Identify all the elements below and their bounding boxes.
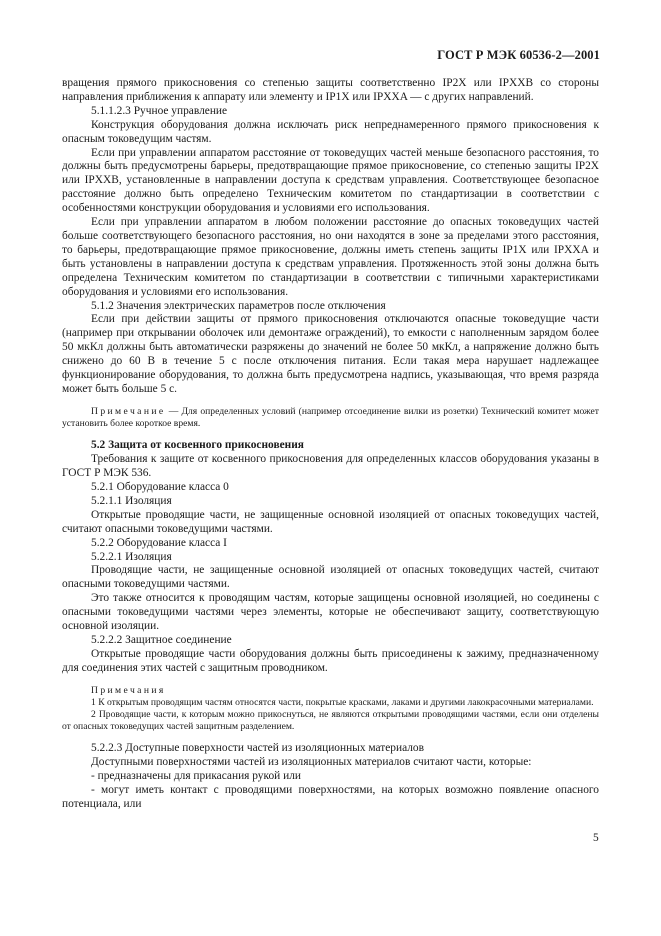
paragraph: Если при управлении аппаратом в любом положении расстояние до опасных токоведущих частей больше соответствующего безопасного расстояния, но они находятся в зоне за пределами этого расстояния, то барьеры, предотвращающие прямое прикосновение, должны иметь степень защиты IP1X или IPXXA и быть установлены в направлении доступа к средствам управления. Протяженность этой зоны должна быть определена Техническим комитетом по стандартизации в соответствии с типичными характеристиками оборудования и условиями его использования.	[62, 216, 599, 298]
paragraph: Это также относится к проводящим частям, которые защищены основной изоляцией, но соединены с опасными токоведущими частями через элементы, которые не обеспечивают защиту, соответствующую основной изоляции.	[62, 592, 599, 633]
paragraph: Конструкция оборудования должна исключать риск непреднамеренного прямого прикосновения к опасным токоведущим частям.	[62, 118, 599, 145]
subsection-heading: 5.2.2.1 Изоляция	[91, 550, 172, 563]
subsection-heading: 5.1.2 Значения электрических параметров после отключения	[91, 299, 386, 312]
paragraph: Если при действии защиты от прямого прикосновения отключаются опасные токоведущие части (например при открывании оболочек или демонтаже ограждений), то емкости с наполненным зарядом более 50 мкКл должны быть автоматически разряжены до значений не более 50 мкКл, а напряжение должно быть снижено до 60 В в течение 5 с после отключения питания. Если такая мера нарушает надлежащее функционирование оборудования, то должна быть предусмотрена надпись, указывающая, что время разряда может быть больше 5 с.	[62, 313, 599, 395]
paragraph: вращения прямого прикосновения со степенью защиты соответственно IP2X или IPXXB со стороны направления приближения к аппарату или элементу и IP1X или IPXXA — с других направлений.	[62, 77, 599, 103]
section-heading: 5.2 Защита от косвенного прикосновения	[91, 439, 304, 452]
paragraph: Открытые проводящие части, не защищенные основной изоляцией от опасных токоведущих частей, считают опасными токоведущими частями.	[62, 508, 599, 535]
document-body	[62, 77, 599, 812]
paragraph: Проводящие части, не защищенные основной изоляцией от опасных токоведущих частей, считают опасными токоведущими частями.	[62, 564, 599, 591]
paragraph: Требования к защите от косвенного прикосновения для определенных классов оборудования указаны в ГОСТ Р МЭК 536.	[62, 453, 599, 480]
note-item: 2 Проводящие части, к которым можно прикоснуться, не являются открытыми проводящими частями, если они отделены от опасных токоведущих частей защитным разделением.	[62, 709, 599, 733]
subsection-heading: 5.2.1 Оборудование класса 0	[91, 480, 229, 493]
page-header: ГОСТ Р МЭК 60536-2—2001	[437, 48, 600, 62]
notes-label	[62, 685, 599, 697]
note-text: — Для определенных условий (например отсоединение вилки из розетки) Технический комитет может установить более короткое время.	[62, 405, 599, 430]
subsection-heading: 5.2.2.2 Защитное соединение	[91, 633, 232, 646]
note	[62, 406, 599, 430]
paragraph: Доступными поверхностями частей из изоляционных материалов считают части, которые:	[91, 756, 532, 769]
list-item: - предназначены для прикасания рукой или	[91, 770, 301, 783]
paragraph: Если при управлении аппаратом расстояние от токоведущих частей меньше безопасного расстояния, то должны быть предусмотрены барьеры, предотвращающие прямое прикосновение, со степенью защиты IP2X или IPXXB, установленные в направлении доступа к средствам управления. Соответствующее безопасное расстояние должно быть определено Техническим комитетом по стандартизации в соответствии с особенностями конструкции оборудования и условиями его использования.	[62, 146, 599, 215]
note-item: 1 К открытым проводящим частям относятся части, покрытые красками, лаками и другими лакокрасочными материалами.	[91, 696, 594, 708]
page-number: 5	[593, 832, 599, 844]
subsection-heading: 5.2.2.3 Доступные поверхности частей из изоляционных материалов	[91, 742, 425, 755]
notes-label-text: Примечания	[91, 684, 166, 696]
note-label: Примечание	[91, 405, 166, 417]
paragraph: Открытые проводящие части оборудования должны быть присоединены к зажиму, предназначенному для соединения этих частей с защитным проводником.	[62, 647, 599, 674]
list-item: - могут иметь контакт с проводящими поверхностями, на которых возможно появление опасного потенциала, или	[62, 784, 599, 811]
subsection-heading: 5.2.2 Оборудование класса I	[91, 536, 227, 549]
subsection-heading: 5.1.1.2.3 Ручное управление	[91, 104, 228, 117]
subsection-heading: 5.2.1.1 Изоляция	[91, 494, 172, 507]
